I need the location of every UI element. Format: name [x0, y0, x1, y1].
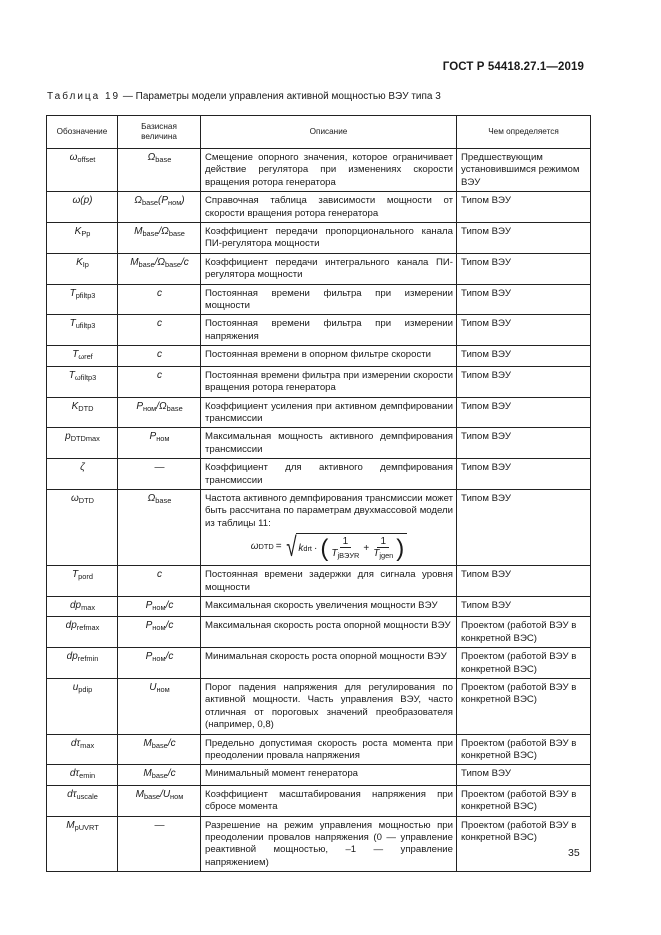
symbol-text: M [66, 819, 75, 831]
col-header-description: Описание [201, 116, 457, 149]
base-value-cell [118, 192, 201, 223]
symbol-cell [47, 648, 118, 679]
base-value-subscript: base [166, 403, 183, 413]
symbol-cell [47, 149, 118, 192]
description-text: Разрешение на режим управления мощностью при преодолении провалов напряжения (0 — управление реактивной мощностью, –1 — управление напряжением) [205, 819, 453, 868]
table-row [47, 596, 591, 616]
symbol-subscript: DTD [78, 495, 94, 505]
base-value-cell [118, 428, 201, 459]
table-row [47, 765, 591, 785]
base-value-text: P [136, 400, 143, 412]
base-value-text: c [157, 369, 162, 381]
table-row [47, 223, 591, 254]
symbol-text: K [71, 400, 79, 412]
description-text: Максимальная скорость увеличения мощности ВЭУ [205, 599, 438, 611]
formula-lhs: ω [250, 541, 259, 553]
symbol-subscript: pord [78, 572, 93, 582]
description-cell [201, 785, 457, 816]
base-value-text: M [143, 737, 152, 749]
base-value-subscript: ном [170, 791, 184, 801]
symbol-text: T [68, 369, 75, 381]
base-value-subscript: base [168, 229, 185, 239]
base-value-subscript: ном [168, 198, 182, 208]
description-text: Порог падения напряжения для регулирования по активной мощности. Часть управления ВЭУ, часто отличная от пороговых значений преобразователя (например, 0,8) [205, 682, 453, 731]
formula-radicand [296, 533, 407, 562]
table-caption-label: Таблица 19 [47, 91, 121, 102]
symbol-text: dτ [70, 737, 81, 749]
symbol-subscript: DTD [78, 403, 94, 413]
description-cell [201, 366, 457, 397]
formula [205, 533, 453, 562]
formula-dot: · [313, 542, 318, 554]
description-text: Справочная таблица зависимости мощности от скорости вращения ротора генератора [205, 195, 453, 219]
fraction-1-t: T [331, 548, 338, 560]
symbol-subscript: max [81, 602, 96, 612]
symbol-cell [47, 617, 118, 648]
fraction-2-t-subscript: jgen [379, 551, 394, 561]
fraction-1-t-subscript: jВЭУR [337, 551, 360, 561]
base-value-text: /c [165, 651, 174, 663]
fraction-2 [372, 536, 394, 562]
page-number: 35 [568, 847, 580, 859]
description-text: Коэффициент для активного демпфирования трансмиссии [205, 462, 453, 486]
symbol-text: ω(p) [72, 195, 93, 207]
symbol-subscript: max [80, 740, 95, 750]
base-value-subscript: ном [156, 434, 170, 444]
table-row [47, 284, 591, 315]
base-value-cell [118, 223, 201, 254]
determined-by-cell: Типом ВЭУ [457, 397, 591, 428]
fraction-2-numerator: 1 [377, 536, 389, 548]
determined-by-cell: Проектом (работой ВЭУ в конкретной ВЭС) [457, 648, 591, 679]
base-value-subscript: ном [152, 623, 166, 633]
base-value-text: P [145, 651, 153, 663]
base-value-text: /Ω [158, 226, 169, 238]
symbol-cell [47, 566, 118, 597]
determined-by-cell: Проектом (работой ВЭУ в конкретной ВЭС) [457, 785, 591, 816]
base-value-text: U [149, 682, 157, 693]
base-value-text: /U [160, 788, 171, 800]
symbol-subscript: offset [77, 155, 96, 164]
symbol-cell [47, 489, 118, 565]
base-value-cell [118, 648, 201, 679]
base-value-cell [118, 149, 201, 192]
description-cell [201, 192, 457, 223]
determined-by-cell: Типом ВЭУ [457, 223, 591, 254]
table-row [47, 785, 591, 816]
symbol-subscript: pdip [78, 685, 93, 694]
symbol-text: dτ [67, 788, 77, 800]
determined-by-cell: Типом ВЭУ [457, 346, 591, 366]
base-value-text: M [134, 226, 143, 238]
base-value-text: ) [181, 195, 185, 207]
symbol-subscript: Pp [81, 229, 91, 239]
description-text: Смещение опорного значения, которое ограничивает действие регулятора при изменениях скорости вращения ротора генератора [205, 152, 453, 188]
determined-by-cell: Типом ВЭУ [457, 366, 591, 397]
table-row [47, 315, 591, 346]
base-value-text: c [157, 569, 162, 581]
table-row [47, 566, 591, 597]
symbol-subscript: Ip [82, 259, 89, 269]
base-value-text: c [157, 287, 162, 299]
symbol-cell [47, 397, 118, 428]
base-value-subscript: ном [152, 654, 166, 664]
base-value-cell [118, 617, 201, 648]
symbol-text: dp [66, 651, 78, 663]
table-row [47, 192, 591, 223]
symbol-cell [47, 734, 118, 765]
col-header-determined-by: Чем определяется [457, 116, 591, 149]
description-text: Коэффициент усиления при активном демпфировании трансмиссии [205, 400, 453, 424]
parameters-table [46, 115, 591, 872]
symbol-subscript: pfiltp3 [75, 290, 96, 300]
table-header-row [47, 116, 591, 149]
symbol-text: T [69, 318, 76, 330]
base-value-text: P [145, 599, 153, 611]
symbol-text: T [72, 569, 79, 581]
table-row [47, 149, 591, 192]
description-cell [201, 397, 457, 428]
symbol-cell [47, 346, 118, 366]
symbol-cell [47, 785, 118, 816]
base-value-subscript: base [138, 259, 155, 269]
description-cell [201, 223, 457, 254]
base-value-cell [118, 596, 201, 616]
symbol-cell [47, 315, 118, 346]
description-cell [201, 489, 457, 565]
description-text: Постоянная времени задержки для сигнала уровня мощности [205, 569, 453, 593]
base-value-subscript: base [144, 791, 161, 801]
description-cell [201, 566, 457, 597]
base-value-cell [118, 366, 201, 397]
description-text: Максимальная мощность активного демпфирования трансмиссии [205, 431, 453, 455]
symbol-text: K [76, 256, 83, 268]
symbol-subscript: ufiltp3 [75, 321, 96, 331]
base-value-cell [118, 816, 201, 872]
base-value-cell [118, 397, 201, 428]
base-value-text: M [143, 768, 152, 780]
description-text: Постоянная времени фильтра при измерении мощности [205, 287, 453, 312]
table-row [47, 459, 591, 490]
base-value-cell [118, 734, 201, 765]
left-paren: ( [320, 535, 329, 563]
base-value-cell [118, 315, 201, 346]
col-header-base-value: Базисная величина [118, 116, 201, 149]
fraction-2-t: T [373, 548, 380, 560]
description-cell [201, 679, 457, 735]
base-value-cell [118, 679, 201, 735]
symbol-text: dp [69, 599, 82, 611]
base-value-text: — [154, 819, 165, 831]
description-cell [201, 617, 457, 648]
table-row [47, 679, 591, 735]
description-text: Предельно допустимая скорость роста момента при преодолении провала напряжения [205, 737, 453, 762]
fraction-1-numerator: 1 [340, 536, 352, 548]
base-value-cell [118, 253, 201, 284]
table-caption-text: — Параметры модели управления активной мощностью ВЭУ типа 3 [120, 91, 441, 102]
description-cell [201, 734, 457, 765]
description-text: Постоянная времени фильтра при измерении напряжения [205, 318, 453, 342]
base-value-text: /c [167, 737, 176, 749]
description-text: Максимальная скорость роста опорной мощности ВЭУ [205, 620, 451, 632]
base-value-subscript: base [151, 771, 168, 781]
symbol-text: ω [71, 492, 79, 504]
symbol-text: p [65, 431, 71, 443]
table-caption [47, 91, 441, 102]
base-value-text: /c [167, 768, 176, 780]
description-cell [201, 315, 457, 346]
base-value-subscript: base [164, 259, 181, 269]
base-value-subscript: base [155, 495, 172, 505]
symbol-cell [47, 284, 118, 315]
symbol-cell [47, 765, 118, 785]
base-value-text: M [130, 256, 139, 268]
base-value-text: P [149, 431, 157, 443]
determined-by-cell: Типом ВЭУ [457, 192, 591, 223]
standard-number: ГОСТ Р 54418.27.1—2019 [442, 61, 584, 73]
base-value-cell [118, 346, 201, 366]
base-value-text: c [157, 349, 162, 361]
fraction-1-denominator [330, 548, 360, 562]
base-value-subscript: base [155, 155, 172, 164]
base-value-subscript: ном [156, 685, 170, 694]
description-cell [201, 596, 457, 616]
description-cell [201, 816, 457, 872]
base-value-text: /c [181, 256, 189, 268]
formula-equals: = [275, 541, 282, 553]
base-value-text: Ω [147, 492, 156, 504]
table-body [47, 149, 591, 872]
base-value-text: c [157, 318, 162, 330]
description-cell [201, 284, 457, 315]
symbol-subscript: DTDmax [70, 434, 100, 444]
base-value-text: /c [165, 599, 174, 611]
determined-by-cell: Предшествующим установившимся режимом ВЭУ [457, 149, 591, 192]
fraction-1 [330, 536, 360, 562]
base-value-text: (P [158, 195, 168, 207]
formula-k: k [298, 542, 304, 554]
symbol-cell [47, 816, 118, 872]
table-row [47, 366, 591, 397]
symbol-subscript: uscale [76, 791, 98, 801]
description-cell [201, 648, 457, 679]
symbol-cell [47, 366, 118, 397]
symbol-cell [47, 192, 118, 223]
base-value-cell [118, 566, 201, 597]
symbol-subscript: ωref [78, 352, 93, 362]
symbol-text: ω [69, 152, 78, 163]
symbol-subscript: refmax [76, 623, 100, 633]
base-value-text: /c [165, 620, 174, 632]
description-text: Постоянная времени в опорном фильтре скорости [205, 349, 432, 361]
base-value-text: Ω [147, 152, 156, 163]
determined-by-cell: Типом ВЭУ [457, 284, 591, 315]
symbol-cell [47, 679, 118, 735]
formula-k-subscript: drt [303, 543, 312, 553]
description-cell [201, 149, 457, 192]
determined-by-cell: Типом ВЭУ [457, 765, 591, 785]
determined-by-cell: Проектом (работой ВЭУ в конкретной ВЭС) [457, 679, 591, 735]
base-value-cell [118, 284, 201, 315]
determined-by-cell: Типом ВЭУ [457, 596, 591, 616]
base-value-cell [118, 765, 201, 785]
symbol-cell [47, 459, 118, 490]
determined-by-cell: Типом ВЭУ [457, 566, 591, 597]
table-row [47, 648, 591, 679]
determined-by-cell: Типом ВЭУ [457, 253, 591, 284]
sqrt-symbol: √ [285, 532, 297, 563]
base-value-subscript: base [141, 198, 158, 208]
base-value-cell [118, 785, 201, 816]
formula-plus: + [363, 542, 370, 554]
table-row [47, 397, 591, 428]
description-cell [201, 253, 457, 284]
table-row [47, 489, 591, 565]
description-cell [201, 765, 457, 785]
description-text: Минимальная скорость роста опорной мощности ВЭУ [205, 651, 447, 663]
right-paren: ) [396, 535, 405, 563]
description-cell [201, 459, 457, 490]
base-value-cell [118, 459, 201, 490]
symbol-cell [47, 223, 118, 254]
description-text: Частота активного демпфирования трансмиссии может быть рассчитана по параметрам двухмассовой модели из таблицы 11: [205, 492, 453, 529]
symbol-text: K [74, 226, 82, 238]
symbol-text: dτ [69, 768, 80, 780]
determined-by-cell: Типом ВЭУ [457, 428, 591, 459]
base-value-text: M [135, 788, 145, 800]
description-cell [201, 428, 457, 459]
table-row [47, 617, 591, 648]
description-text: Минимальный момент генератора [205, 768, 358, 780]
base-value-text: P [145, 620, 153, 632]
base-value-subscript: ном [152, 602, 166, 612]
table-row [47, 253, 591, 284]
determined-by-cell: Проектом (работой ВЭУ в конкретной ВЭС) [457, 617, 591, 648]
description-text: Коэффициент передачи пропорционального канала ПИ-регулятора мощности [205, 226, 453, 250]
table-row [47, 428, 591, 459]
base-value-text: Ω [134, 195, 142, 207]
symbol-text: dp [65, 620, 77, 632]
base-value-subscript: ном [142, 403, 157, 413]
col-header-symbol: Обозначение [47, 116, 118, 149]
table-row [47, 816, 591, 872]
base-value-cell [118, 489, 201, 565]
fraction-2-denominator [372, 548, 394, 562]
symbol-text: u [72, 682, 79, 693]
description-text: Коэффициент масштабирования напряжения при сбросе момента [205, 788, 453, 813]
description-text: Коэффициент передачи интегрального канала ПИ-регулятора мощности [205, 256, 453, 281]
symbol-cell [47, 428, 118, 459]
description-cell [201, 346, 457, 366]
symbol-text: T [69, 287, 76, 299]
symbol-subscript: ωfiltp3 [74, 372, 97, 382]
base-value-subscript: base [142, 229, 159, 239]
symbol-subscript: emin [79, 771, 96, 781]
determined-by-cell: Типом ВЭУ [457, 315, 591, 346]
determined-by-cell: Типом ВЭУ [457, 459, 591, 490]
determined-by-cell: Проектом (работой ВЭУ в конкретной ВЭС) [457, 816, 591, 872]
symbol-subscript: pUVRT [74, 822, 99, 832]
symbol-text: ζ [80, 462, 85, 474]
symbol-subscript: refmin [77, 654, 99, 664]
base-value-text: /Ω [154, 256, 165, 268]
symbol-cell [47, 596, 118, 616]
base-value-subscript: base [151, 740, 168, 750]
base-value-text: /Ω [156, 400, 167, 412]
table-row [47, 346, 591, 366]
symbol-text: T [72, 349, 79, 361]
determined-by-cell: Проектом (работой ВЭУ в конкретной ВЭС) [457, 734, 591, 765]
base-value-text: — [154, 462, 165, 474]
formula-lhs-subscript: DTD [258, 542, 274, 552]
table-row [47, 734, 591, 765]
determined-by-cell: Типом ВЭУ [457, 489, 591, 565]
symbol-cell [47, 253, 118, 284]
description-text: Постоянная времени фильтра при измерении скорости вращения ротора генератора [205, 369, 453, 394]
